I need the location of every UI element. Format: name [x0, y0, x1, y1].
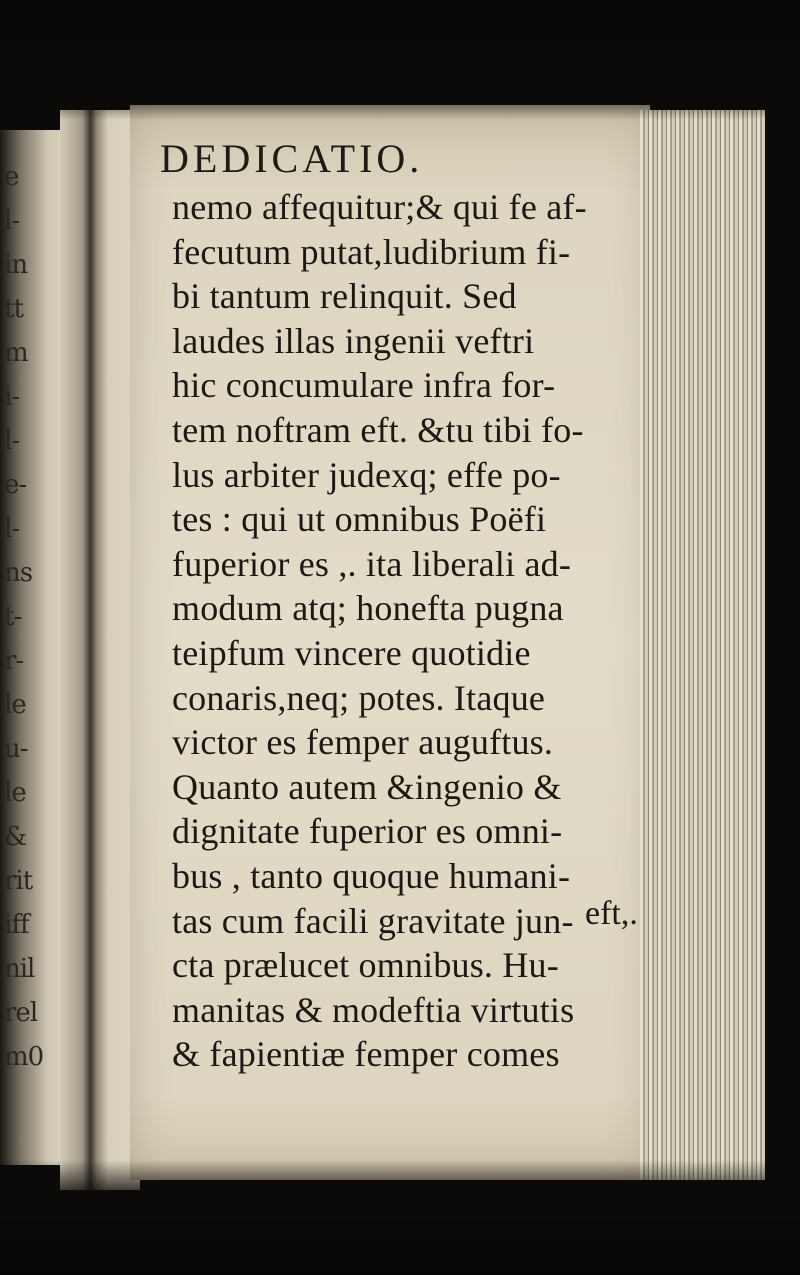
left-page-fragment: in: [4, 250, 28, 280]
text-line: conaris,neq; potes. Itaque: [172, 677, 546, 718]
left-page-fragment: i-: [4, 382, 20, 412]
left-page-fragment: l-: [4, 206, 20, 236]
text-line: teipfum vincere quotidie: [172, 632, 531, 673]
text-line: bus , tanto quoque humani-: [172, 855, 571, 896]
left-page-fragment: u-: [4, 734, 28, 764]
left-page-fragment: l-: [4, 514, 20, 544]
text-line: modum atq; honefta pugna: [172, 588, 564, 629]
text-line: cta prælucet omnibus. Hu-: [172, 945, 559, 986]
text-line: tes : qui ut omnibus Poëfi: [172, 499, 547, 540]
text-line: fuperior es ,. ita liberali ad-: [172, 543, 572, 584]
text-line: lus arbiter judexq; effe po-: [172, 454, 561, 495]
left-page-fragment: t-: [4, 602, 22, 632]
text-line: tem noftram eft. &tu tibi fo-: [172, 409, 584, 450]
left-page-fragment: ns: [4, 558, 33, 588]
left-page-fragment: l-: [4, 426, 20, 456]
left-page-fragment: r-: [4, 646, 24, 676]
body-text: [172, 185, 622, 1077]
right-background: [765, 0, 800, 1275]
left-page-fragment: &: [4, 822, 27, 852]
top-background: [0, 0, 800, 120]
running-header: DEDICATIO.: [160, 136, 424, 181]
text-line: laudes illas ingenii veftri: [172, 320, 535, 361]
text-line: Quanto autem &ingenio &: [172, 766, 562, 807]
text-line: victor es femper auguftus.: [172, 722, 554, 763]
text-line: tas cum facili gravitate jun-: [172, 900, 574, 941]
text-line: fecutum putat,ludibrium fi-: [172, 231, 571, 272]
left-page-fragment: e: [4, 162, 19, 192]
left-page-fragment: rit: [4, 866, 33, 896]
left-page-edge: [0, 130, 60, 1165]
left-page-fragment: tt: [4, 294, 23, 324]
text-line: & fapientiæ femper comes: [172, 1034, 560, 1075]
book-gutter: [60, 110, 140, 1190]
left-page-fragment: le: [4, 690, 26, 720]
text-line: dignitate fuperior es omni-: [172, 811, 563, 852]
bottom-background: [0, 1160, 800, 1275]
left-page-fragment: m: [4, 338, 28, 368]
catchword: eft,.: [585, 895, 638, 932]
text-line: manitas & modeftia virtutis: [172, 989, 575, 1030]
left-page-fragment: m0: [4, 1042, 44, 1072]
left-page-fragment: iff: [4, 910, 29, 940]
left-page-fragment: e-: [4, 470, 27, 500]
text-line: nemo affequitur;& qui fe af-: [172, 187, 587, 227]
text-line: hic concumulare infra for-: [172, 365, 556, 406]
left-page-fragment: le: [4, 778, 26, 808]
text-line: bi tantum relinquit. Sed: [172, 276, 517, 317]
left-page-fragment: rel: [4, 998, 38, 1028]
page-edges: [640, 110, 765, 1180]
left-page-fragment: nil: [4, 954, 35, 984]
